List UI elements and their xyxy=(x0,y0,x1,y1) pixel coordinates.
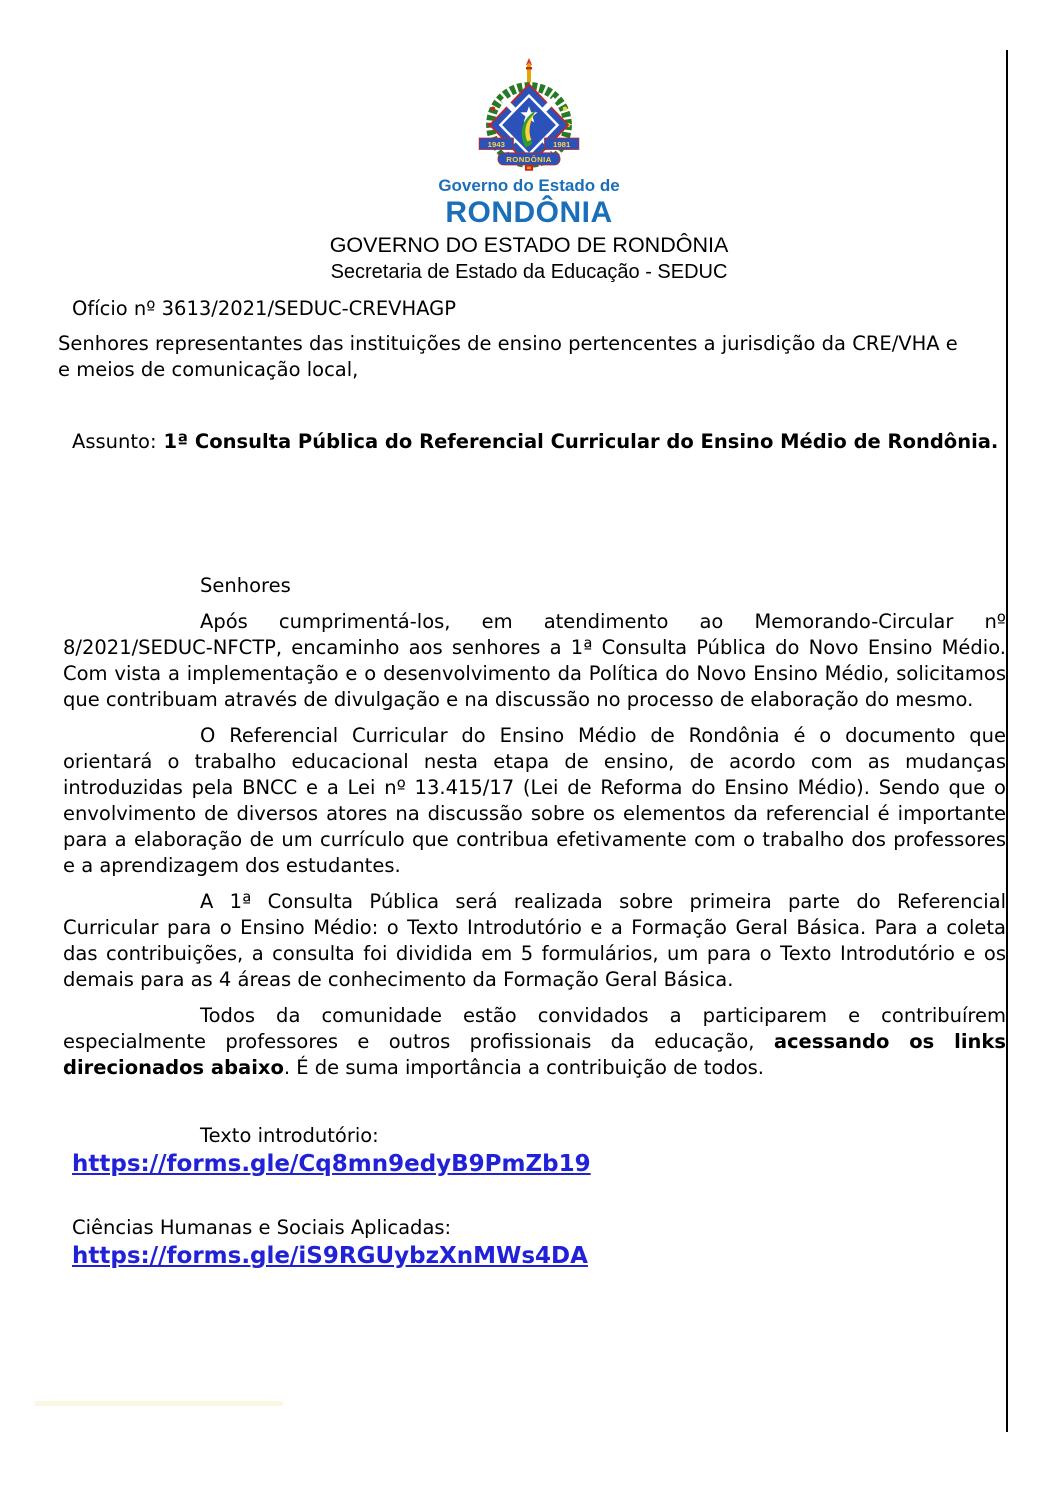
office-reference: Ofício nº 3613/2021/SEDUC-CREVHAGP xyxy=(72,296,457,320)
emblem-year-left: 1943 xyxy=(487,140,505,150)
emblem-banner-text: RONDÔNIA xyxy=(506,155,552,165)
paragraph-4 xyxy=(63,1003,1006,1081)
highlight-artifact xyxy=(35,1401,283,1406)
header-title: GOVERNO DO ESTADO DE RONDÔNIA xyxy=(329,233,729,257)
paragraph-4-text: Todos da comunidade estão convidados a participarem e contribuírem especialmente professores e outros profissionais da educação, xyxy=(63,1003,1006,1053)
header-subtitle: Secretaria de Estado da Educação - SEDUC xyxy=(330,260,728,283)
emblem-year-right: 1981 xyxy=(553,140,571,150)
salutation: Senhores xyxy=(200,573,291,597)
paragraph-4-text-end: . É de suma importância a contribuição de todos. xyxy=(283,1055,764,1079)
paragraph-1: Após cumprimentá-los, em atendimento ao Memorando-Circular nº 8/2021/SEDUC-NFCTP, encaminho aos senhores a 1ª Consulta Pública do Novo Ensino Médio. Com vista a implementação e o desenvolvimento da Política do Novo Ensino Médio, solicitamos que contribuam através de divulgação e na discussão no processo de elaboração do mesmo. xyxy=(63,609,1006,711)
intro-link-label: Texto introdutório: xyxy=(200,1123,379,1147)
humanities-form-link[interactable]: https://forms.gle/iS9RGUybzXnMWs4DA xyxy=(72,1242,588,1269)
letterhead xyxy=(0,0,1058,282)
recipients-block xyxy=(58,331,1006,383)
logo-state-name: RONDÔNIA xyxy=(445,196,613,229)
paragraph-2: O Referencial Curricular do Ensino Médio de Rondônia é o documento que orientará o trabalho educacional nesta etapa de ensino, de acordo com as mudanças introduzidas pela BNCC e a Lei nº 13.415/17 (Lei de Reforma do Ensino Médio). Sendo que o envolvimento de diversos atores na discussão sobre os elementos da referencial é importante para a elaboração de um currículo que contribua efetivamente com o trabalho dos professores e a aprendizagem dos estudantes. xyxy=(63,723,1006,877)
intro-form-link[interactable]: https://forms.gle/Cq8mn9edyB9PmZb19 xyxy=(72,1150,591,1177)
letter-body xyxy=(58,296,1006,1271)
paragraph-3: A 1ª Consulta Pública será realizada sobre primeira parte do Referencial Curricular para o Ensino Médio: o Texto Introdutório e a Formação Geral Básica. Para a coleta das contribuições, a consulta foi dividida em 5 formulários, um para o Texto Introdutório e os demais para as 4 áreas de conhecimento da Formação Geral Básica. xyxy=(63,889,1006,991)
page-right-border xyxy=(1006,50,1008,1432)
subject-text: 1ª Consulta Pública do Referencial Curricular do Ensino Médio de Rondônia. xyxy=(163,429,999,453)
logo-government-line: Governo do Estado de xyxy=(438,176,620,195)
subject-block xyxy=(72,429,1006,455)
subject-label: Assunto: xyxy=(72,429,157,453)
torch-rod-icon xyxy=(527,64,531,83)
recipients-line1: Senhores representantes das instituições de ensino pertencentes a jurisdição da CRE/VHA e xyxy=(58,331,958,355)
rondonia-coat-of-arms-icon xyxy=(458,58,600,174)
recipients-line2: e meios de comunicação local, xyxy=(58,357,359,381)
humanities-link-label: Ciências Humanas e Sociais Aplicadas: xyxy=(72,1215,452,1239)
paragraph-4-bold: acessando os links direcionados abaixo xyxy=(63,1029,1006,1079)
